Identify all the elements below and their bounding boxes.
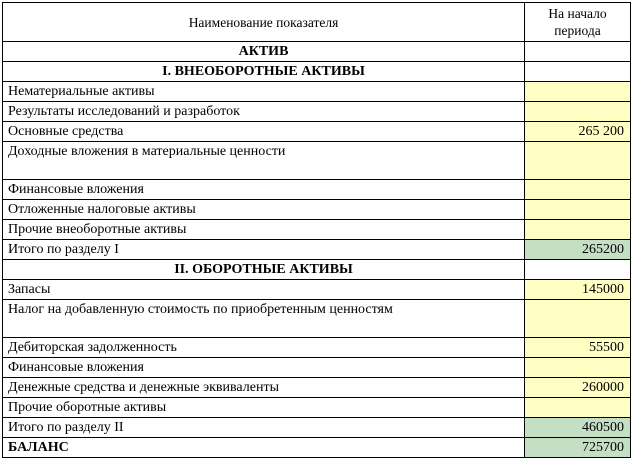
section-heading: I. ВНЕОБОРОТНЫЕ АКТИВЫ — [3, 62, 525, 82]
table-row — [3, 358, 631, 378]
header-indicator-name: Наименование показателя — [3, 3, 525, 42]
row-value[interactable] — [525, 220, 631, 240]
row-value[interactable] — [525, 142, 631, 180]
row-label: Итого по разделу I — [3, 240, 525, 260]
row-label: Нематериальные активы — [3, 82, 525, 102]
table-row — [3, 378, 631, 398]
row-label: Прочие внеоборотные активы — [3, 220, 525, 240]
row-value[interactable] — [525, 200, 631, 220]
row-value[interactable] — [525, 398, 631, 418]
row-value[interactable] — [525, 82, 631, 102]
table-row — [3, 142, 631, 180]
row-value[interactable] — [525, 260, 631, 280]
row-label: Прочие оборотные активы — [3, 398, 525, 418]
total-row — [3, 240, 631, 260]
row-value[interactable]: 145000 — [525, 280, 631, 300]
table-row — [3, 200, 631, 220]
header-row — [3, 3, 631, 42]
table-row — [3, 82, 631, 102]
section-heading: АКТИВ — [3, 42, 525, 62]
section-row — [3, 42, 631, 62]
row-label: Денежные средства и денежные эквиваленты — [3, 378, 525, 398]
table-row — [3, 338, 631, 358]
total-row — [3, 418, 631, 438]
row-value[interactable] — [525, 42, 631, 62]
table-row — [3, 220, 631, 240]
table-row — [3, 122, 631, 142]
row-label: Запасы — [3, 280, 525, 300]
row-value[interactable]: 260000 — [525, 378, 631, 398]
header-period-start: На начало периода — [525, 3, 631, 42]
row-value[interactable] — [525, 180, 631, 200]
row-label: БАЛАНС — [3, 438, 525, 458]
row-label: Результаты исследований и разработок — [3, 102, 525, 122]
row-value[interactable] — [525, 358, 631, 378]
table-row — [3, 280, 631, 300]
row-label: Налог на добавленную стоимость по приобретенным ценностям — [3, 300, 525, 338]
row-label: Дебиторская задолженность — [3, 338, 525, 358]
row-label: Доходные вложения в материальные ценности — [3, 142, 525, 180]
row-value[interactable]: 265200 — [525, 240, 631, 260]
row-label: Итого по разделу II — [3, 418, 525, 438]
table-row — [3, 180, 631, 200]
section-row — [3, 62, 631, 82]
row-label: Основные средства — [3, 122, 525, 142]
table-row — [3, 300, 631, 338]
row-value[interactable] — [525, 62, 631, 82]
table-row — [3, 398, 631, 418]
row-value[interactable] — [525, 102, 631, 122]
section-heading: II. ОБОРОТНЫЕ АКТИВЫ — [3, 260, 525, 280]
row-value[interactable] — [525, 300, 631, 338]
section-row — [3, 260, 631, 280]
table-row — [3, 102, 631, 122]
row-label: Финансовые вложения — [3, 358, 525, 378]
row-value[interactable]: 265 200 — [525, 122, 631, 142]
row-value[interactable]: 55500 — [525, 338, 631, 358]
total-row — [3, 438, 631, 458]
row-value[interactable]: 725700 — [525, 438, 631, 458]
balance-sheet-table — [2, 2, 631, 458]
row-value[interactable]: 460500 — [525, 418, 631, 438]
row-label: Финансовые вложения — [3, 180, 525, 200]
row-label: Отложенные налоговые активы — [3, 200, 525, 220]
